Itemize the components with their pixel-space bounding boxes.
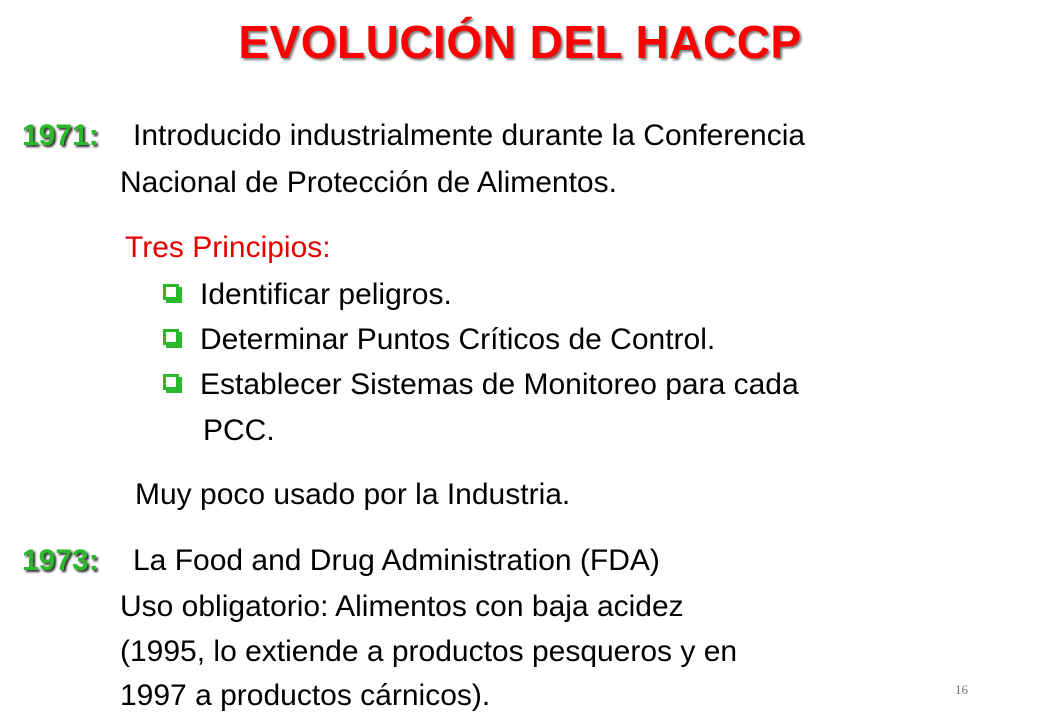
slide-title: EVOLUCIÓN DEL HACCP (238, 16, 802, 68)
checkbox-bullet-icon (163, 284, 179, 300)
section-1973-line-4: 1997 a productos cárnicos). (120, 679, 491, 712)
principle-item-3-continuation: PCC. (203, 414, 275, 447)
section-1973-line-2: Uso obligatorio: Alimentos con baja acidez (120, 590, 684, 623)
principle-item-2: Determinar Puntos Críticos de Control. (200, 323, 716, 356)
section-1971-line-2: Nacional de Protección de Alimentos. (120, 166, 617, 199)
slide-number: 16 (955, 682, 968, 697)
principle-item-1: Identificar peligros. (200, 278, 452, 311)
section-1973-line-1: La Food and Drug Administration (FDA) (133, 544, 660, 577)
section-1973-line-3: (1995, lo extiende a productos pesqueros y en (120, 635, 738, 668)
section-1971-line-1: Introducido industrialmente durante la Conferencia (133, 119, 806, 152)
checkbox-bullet-icon (163, 374, 179, 390)
year-1973-label: 1973: (22, 544, 99, 577)
principles-heading: Tres Principios: (125, 231, 331, 264)
checkbox-bullet-icon (163, 329, 179, 345)
usage-note: Muy poco usado por la Industria. (135, 478, 571, 511)
year-1971-label: 1971: (22, 119, 99, 152)
principle-item-3: Establecer Sistemas de Monitoreo para cada (200, 368, 799, 401)
